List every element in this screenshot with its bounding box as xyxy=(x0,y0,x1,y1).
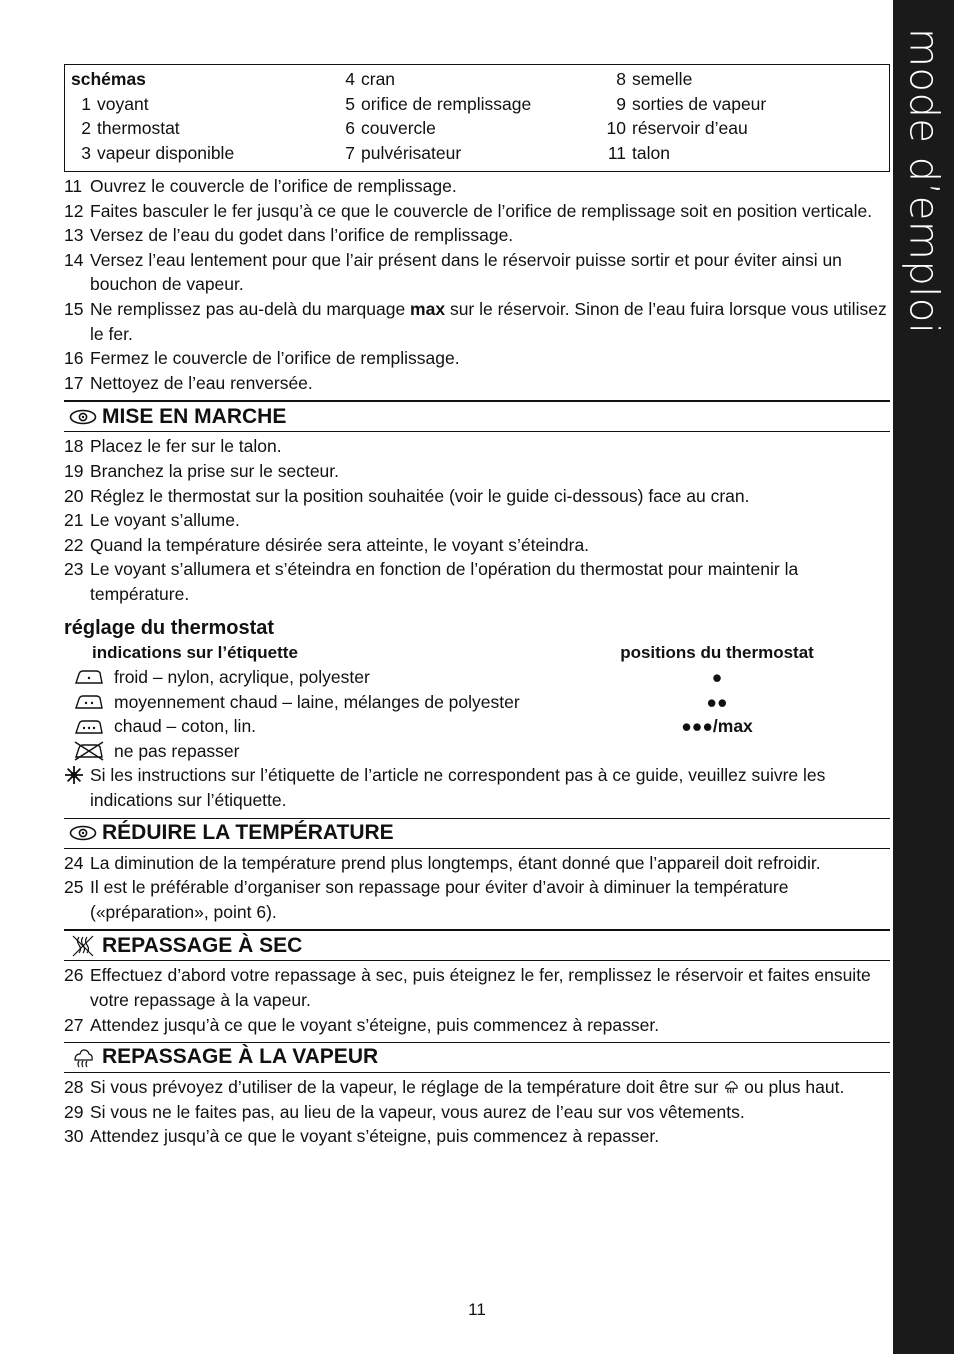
steam-icon xyxy=(723,1077,739,1097)
step-item: 25 Il est le préférable d’organiser son repassage pour éviter d’avoir à diminuer la température («préparation», point 6). xyxy=(64,877,789,922)
page-number: 11 xyxy=(468,1300,486,1319)
thermostat-row: chaud – coton, lin. ●●●/max xyxy=(64,714,890,739)
sec-steps xyxy=(64,963,890,1037)
section-header-mise-en-marche xyxy=(64,400,890,432)
schemas-item: 10 réservoir d’eau xyxy=(606,118,748,139)
schemas-title: schémas xyxy=(71,69,146,89)
schemas-item: 1 voyant xyxy=(81,93,149,114)
no-iron-icon xyxy=(64,741,114,761)
step-item: 28 Si vous prévoyez d’utiliser de la vapeur, le réglage de la température doit être sur ou plus haut. xyxy=(64,1077,845,1098)
step-item: 11 Ouvrez le couvercle de l’orifice de remplissage. xyxy=(64,176,457,196)
section-header-reduire xyxy=(64,818,890,849)
section-title: RÉDUIRE LA TEMPÉRATURE xyxy=(102,820,394,844)
thermostat-subheading: réglage du thermostat xyxy=(64,616,275,639)
iron-three-dots-icon xyxy=(64,719,114,735)
step-item: 21 Le voyant s’allume. xyxy=(64,510,240,531)
position-column-header: positions du thermostat xyxy=(620,642,814,662)
thermostat-row: moyennement chaud – laine, mélanges de polyester ●● xyxy=(64,690,890,715)
step-item: 17 Nettoyez de l’eau renversée. xyxy=(64,372,313,393)
step-item: 29 Si vous ne le faites pas, au lieu de la vapeur, vous aurez de l’eau sur vos vêtements. xyxy=(64,1101,745,1122)
iron-two-dots-icon xyxy=(64,694,114,710)
step-item: 24 La diminution de la température prend plus longtemps, étant donné que l’appareil doit refroidir. xyxy=(64,852,821,873)
eye-icon xyxy=(64,825,102,841)
schemas-item: 8 semelle xyxy=(616,69,693,89)
step-item: 18 Placez le fer sur le talon. xyxy=(64,436,282,457)
schemas-box xyxy=(64,64,890,172)
section-header-repassage-vapeur xyxy=(64,1042,890,1073)
side-tab-title: mode d’emploi xyxy=(900,28,947,335)
step-item: 13 Versez de l’eau du godet dans l’orifice de remplissage. xyxy=(64,225,514,246)
section-title: REPASSAGE À SEC xyxy=(102,933,303,957)
vapeur-steps xyxy=(64,1075,890,1149)
reduire-steps xyxy=(64,851,890,925)
thermostat-note: Si les instructions sur l’étiquette de l’article ne correspondent pas à ce guide, veuillez suivre les indications sur l’étiquette. xyxy=(64,763,890,812)
schemas-item: 9 sorties de vapeur xyxy=(616,93,767,114)
label-column-header: indications sur l’étiquette xyxy=(92,642,298,662)
step-item: 16 Fermez le couvercle de l’orifice de remplissage. xyxy=(64,348,460,369)
schemas-item: 6 couvercle xyxy=(345,118,436,139)
step-item: 15 Ne remplissez pas au-delà du marquage max sur le réservoir. Sinon de l’eau fuira lorsque vous utilisez le fer. xyxy=(64,298,887,344)
iron-one-dot-icon xyxy=(64,669,114,685)
steam-off-icon xyxy=(64,933,102,959)
mise-steps xyxy=(64,434,890,606)
step-item: 12 Faites basculer le fer jusqu’à ce que le couvercle de l’orifice de remplissage soit en position verticale. xyxy=(64,200,873,221)
step-item: 23 Le voyant s’allumera et s’éteindra en fonction de l’opération du thermostat pour maintenir la température. xyxy=(64,559,799,604)
sun-icon xyxy=(64,763,90,812)
schemas-item: 4 cran xyxy=(345,69,396,89)
schemas-item: 11 talon xyxy=(607,142,670,163)
eye-icon xyxy=(64,409,102,425)
step-item: 19 Branchez la prise sur le secteur. xyxy=(64,460,340,481)
step-item: 27 Attendez jusqu’à ce que le voyant s’éteigne, puis commencez à repasser. xyxy=(64,1014,660,1035)
section-header-repassage-sec xyxy=(64,929,890,961)
steam-icon xyxy=(64,1046,102,1070)
step-item: 22 Quand la température désirée sera atteinte, le voyant s’éteindra. xyxy=(64,534,590,555)
side-tab xyxy=(893,0,954,1354)
page-content xyxy=(64,64,890,1149)
thermostat-row: froid – nylon, acrylique, polyester ● xyxy=(64,665,890,690)
thermostat-header xyxy=(64,641,890,666)
filling-steps xyxy=(64,174,890,395)
step-item: 14 Versez l’eau lentement pour que l’air présent dans le réservoir puisse sortir et pour éviter ainsi un bouchon de vapeur. xyxy=(64,249,842,295)
schemas-item: 7 pulvérisateur xyxy=(345,142,462,163)
schemas-item: 2 thermostat xyxy=(81,118,180,139)
section-title: REPASSAGE À LA VAPEUR xyxy=(102,1045,379,1069)
schemas-item: 5 orifice de remplissage xyxy=(345,93,532,114)
thermostat-guide xyxy=(64,641,890,813)
step-item: 30 Attendez jusqu’à ce que le voyant s’éteigne, puis commencez à repasser. xyxy=(64,1126,660,1147)
thermostat-row: ne pas repasser xyxy=(64,739,890,764)
step-item: 20 Réglez le thermostat sur la position souhaitée (voir le guide ci-dessous) face au cran. xyxy=(64,485,750,506)
schemas-item: 3 vapeur disponible xyxy=(81,142,235,163)
step-item: 26 Effectuez d’abord votre repassage à sec, puis éteignez le fer, remplissez le réservoir et faites ensuite votre repassage à la vapeur. xyxy=(64,965,871,1011)
section-title: MISE EN MARCHE xyxy=(102,404,287,428)
